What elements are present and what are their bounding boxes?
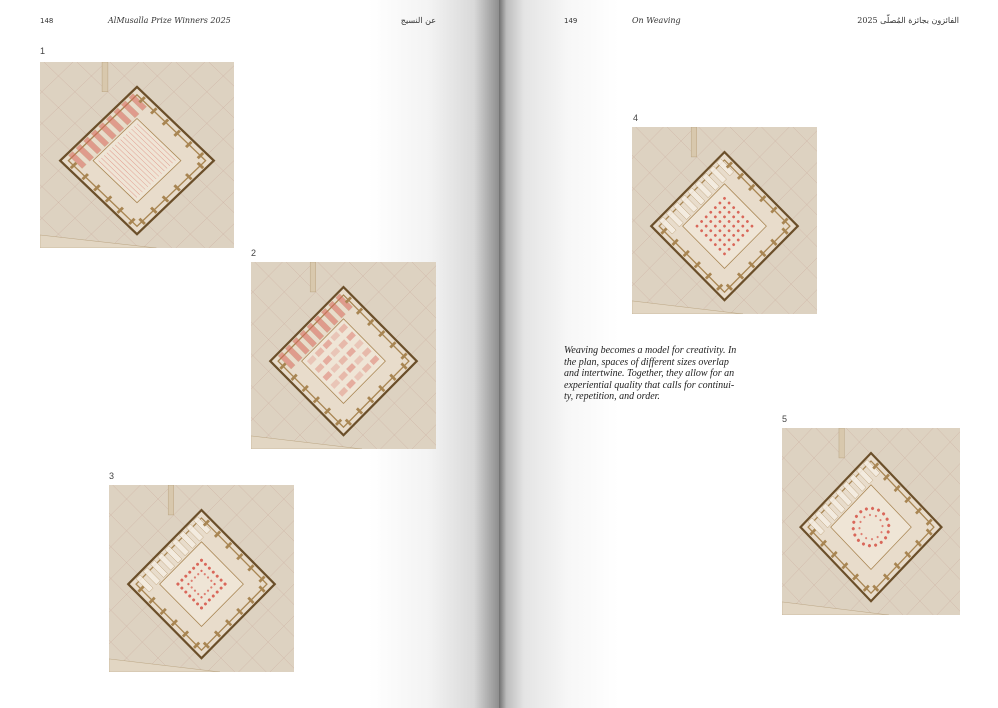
figure-label: 5: [782, 414, 788, 424]
page-number-left: 148: [40, 17, 54, 25]
caption-line: ty, repetition, and order.: [564, 391, 660, 402]
figure-label: 2: [251, 248, 257, 258]
figure-1-plan-image: [40, 62, 234, 248]
caption-line: the plan, spaces of different sizes overlap: [564, 356, 729, 368]
caption-line: experiential quality that calls for continui-: [564, 379, 735, 391]
running-title-arabic-left: عن النسيج: [400, 16, 436, 25]
figure-label: 3: [109, 471, 115, 481]
figure-3-plan-image: [109, 485, 294, 672]
running-title-arabic-right: الفائزون بجائزة المُصلّى 2025: [857, 16, 959, 25]
figure-2-plan-image: [251, 262, 436, 449]
running-title-left: AlMusalla Prize Winners 2025: [108, 16, 231, 25]
running-title-right: On Weaving: [632, 16, 681, 25]
caption-line: and intertwine. Together, they allow for an: [564, 368, 735, 379]
caption-line: Weaving becomes a model for creativity. In: [564, 345, 737, 356]
body-caption: [564, 345, 760, 403]
figure-5-plan-image: [782, 428, 960, 615]
figure-4-plan-image: [632, 127, 817, 314]
page-number-right: 149: [564, 17, 578, 25]
figure-label: 4: [633, 113, 639, 123]
figure-label: 1: [40, 46, 46, 56]
